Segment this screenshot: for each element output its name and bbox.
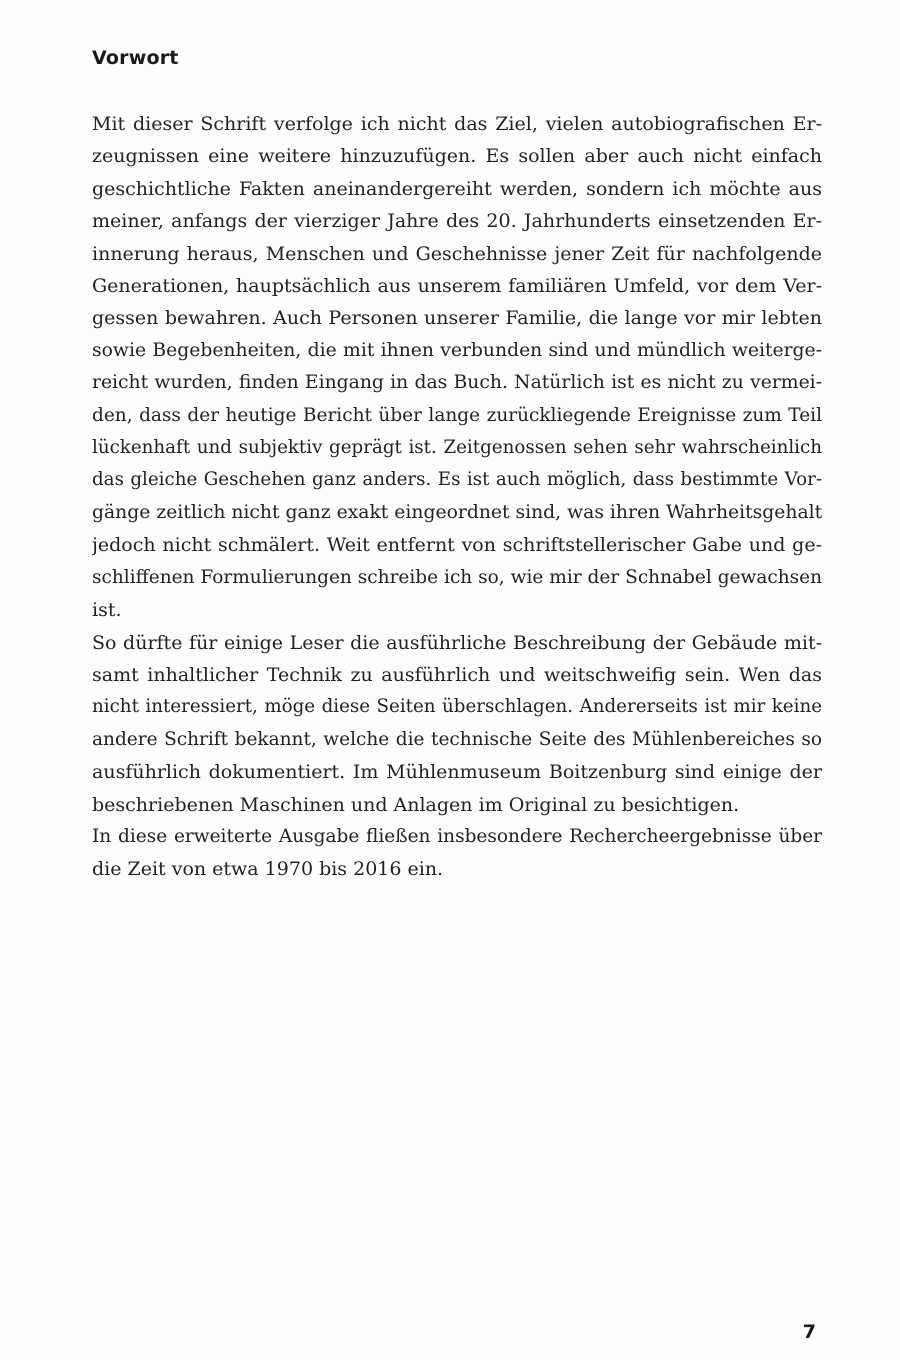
text-line: jedoch nicht schmälert. Weit entfernt von schriftstellerischer Gabe und ge- xyxy=(92,534,822,557)
text-line: die Zeit von etwa 1970 bis 2016 ein. xyxy=(92,858,444,881)
text-line: reicht wurden, finden Eingang in das Buch. Natürlich ist es nicht zu vermei- xyxy=(92,372,822,394)
page-heading: Vorwort xyxy=(92,47,179,69)
text-line: samt inhaltlicher Technik zu ausführlich und weitschweifig sein. Wen das xyxy=(92,663,822,686)
text-line: Generationen, hauptsächlich aus unserem familiären Umfeld, vor dem Ver- xyxy=(92,275,822,298)
text-line: nicht interessiert, möge diese Seiten überschlagen. Andererseits ist mir keine xyxy=(92,696,822,718)
text-line: ausführlich dokumentiert. Im Mühlenmuseum Boitzenburg sind einige der xyxy=(92,761,822,784)
text-line: gessen bewahren. Auch Personen unserer Familie, die lange vor mir lebten xyxy=(92,307,822,330)
page-number: 7 xyxy=(802,1321,816,1343)
text-line: geschichtliche Fakten aneinandergereiht werden, sondern ich möchte aus xyxy=(92,177,822,200)
body-text xyxy=(92,108,822,886)
text-line: meiner, anfangs der vierziger Jahre des 20. Jahrhunderts einsetzenden Er- xyxy=(92,210,822,233)
text-line: gänge zeitlich nicht ganz exakt eingeordnet sind, was ihren Wahrheitsgehalt xyxy=(92,501,822,523)
text-line: andere Schrift bekannt, welche die technische Seite des Mühlenbereiches so xyxy=(92,728,822,750)
text-line: schliffenen Formulierungen schreibe ich so, wie mir der Schnabel gewachsen xyxy=(92,566,822,588)
text-line: beschriebenen Maschinen und Anlagen im Original zu besichtigen. xyxy=(92,793,740,816)
text-line: So dürfte für einige Leser die ausführliche Beschreibung der Gebäude mit- xyxy=(92,631,822,654)
text-line: In diese erweiterte Ausgabe fließen insbesondere Rechercheergebnisse über xyxy=(92,825,822,847)
text-line: das gleiche Geschehen ganz anders. Es ist auch möglich, dass bestimmte Vor- xyxy=(92,469,822,491)
text-line: lückenhaft und subjektiv geprägt ist. Zeitgenossen sehen sehr wahrscheinlich xyxy=(92,437,822,459)
text-line: innerung heraus, Menschen und Geschehnisse jener Zeit für nachfolgende xyxy=(92,242,822,265)
text-line: zeugnissen eine weitere hinzuzufügen. Es sollen aber auch nicht einfach xyxy=(92,145,822,168)
text-line: Mit dieser Schrift verfolge ich nicht das Ziel, vielen autobiografischen Er- xyxy=(92,113,822,135)
text-line: den, dass der heutige Bericht über lange zurückliegende Ereignisse zum Teil xyxy=(92,404,822,426)
text-line: ist. xyxy=(92,599,122,622)
text-line: sowie Begebenheiten, die mit ihnen verbunden sind und mündlich weiterge- xyxy=(92,339,822,361)
